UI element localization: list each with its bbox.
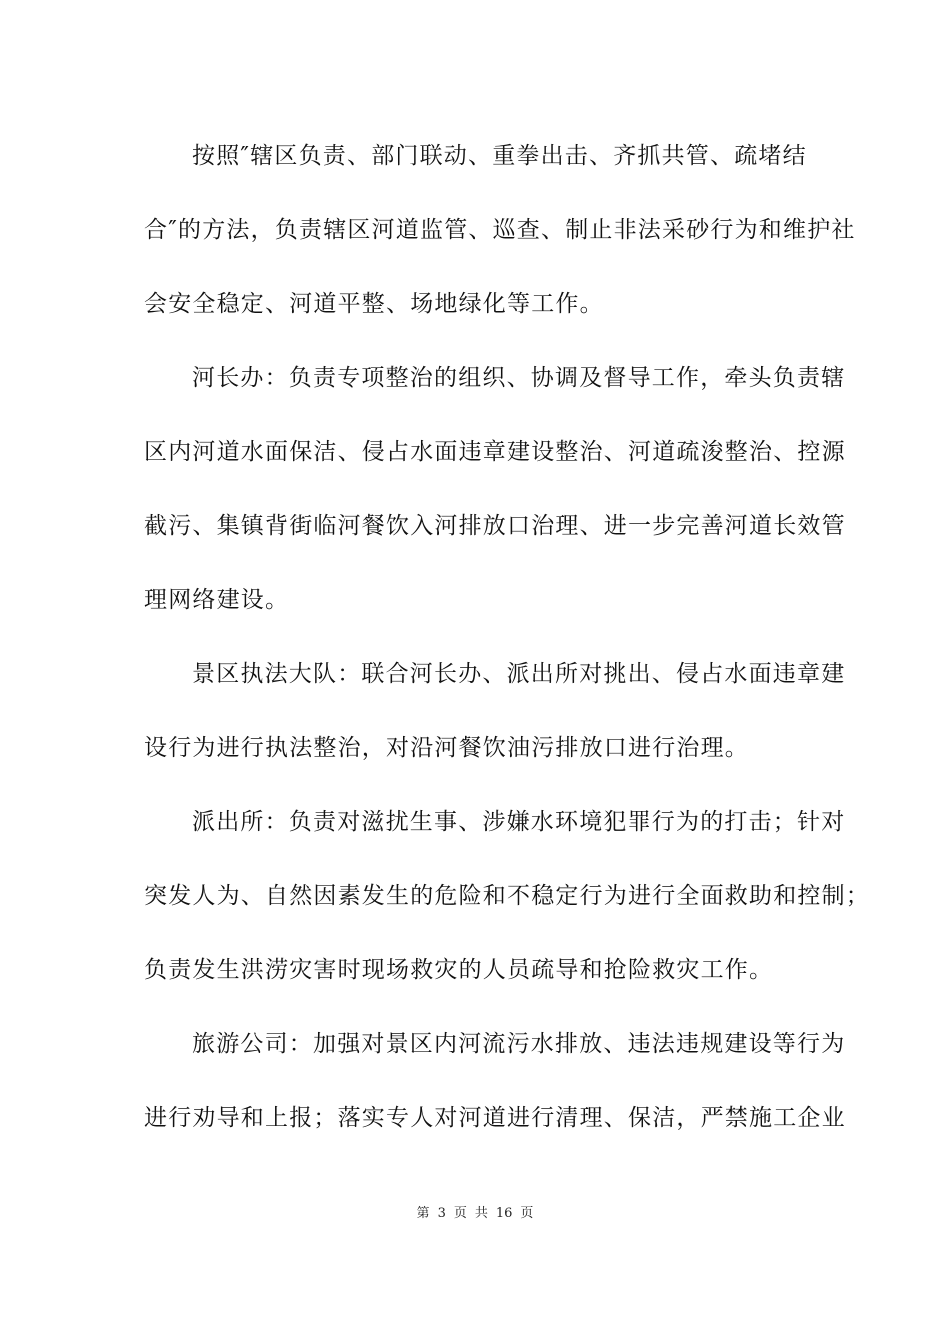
page-number-footer (0, 1205, 950, 1223)
footer-current-page: 3 (437, 1206, 446, 1221)
paragraph-4-line-2: 突发人为、自然因素发生的危险和不稳定行为进行全面救助和控制； (144, 883, 870, 909)
paragraph-2-line-3: 截污、集镇背街临河餐饮入河排放口治理、进一步完善河道长效管 (144, 513, 846, 539)
paragraph-2-line-2: 区内河道水面保洁、侵占水面违章建设整治、河道疏浚整治、控源 (144, 439, 846, 465)
paragraph-3-line-1: 景区执法大队：联合河长办、派出所对挑出、侵占水面违章建 (192, 661, 846, 687)
paragraph-3-line-2: 设行为进行执法整治，对沿河餐饮油污排放口进行治理。 (144, 735, 749, 761)
paragraph-4-line-3: 负责发生洪涝灾害时现场救灾的人员疏导和抢险救灾工作。 (144, 957, 774, 983)
paragraph-1-line-3: 会安全稳定、河道平整、场地绿化等工作。 (144, 291, 604, 317)
paragraph-5-line-2: 进行劝导和上报；落实专人对河道进行清理、保洁，严禁施工企业 (144, 1105, 846, 1131)
paragraph-2-line-4: 理网络建设。 (144, 587, 290, 613)
paragraph-4-line-1: 派出所：负责对滋扰生事、涉嫌水环境犯罪行为的打击；针对 (192, 809, 846, 835)
footer-page-label: 页 (453, 1206, 467, 1221)
footer-page-prefix: 第 (416, 1206, 430, 1221)
paragraph-1-line-1: 按照″辖区负责、部门联动、重拳出击、齐抓共管、疏堵结 (192, 143, 807, 169)
paragraph-5-line-1: 旅游公司：加强对景区内河流污水排放、违法违规建设等行为 (192, 1031, 846, 1057)
paragraph-2-line-1: 河长办：负责专项整治的组织、协调及督导工作，牵头负责辖 (192, 365, 846, 391)
footer-total-prefix: 共 (474, 1206, 488, 1221)
paragraph-1-line-2: 合″的方法，负责辖区河道监管、巡查、制止非法采砂行为和维护社 (144, 217, 856, 243)
footer-total-pages: 16 (495, 1206, 513, 1221)
footer-total-label: 页 (520, 1206, 534, 1221)
